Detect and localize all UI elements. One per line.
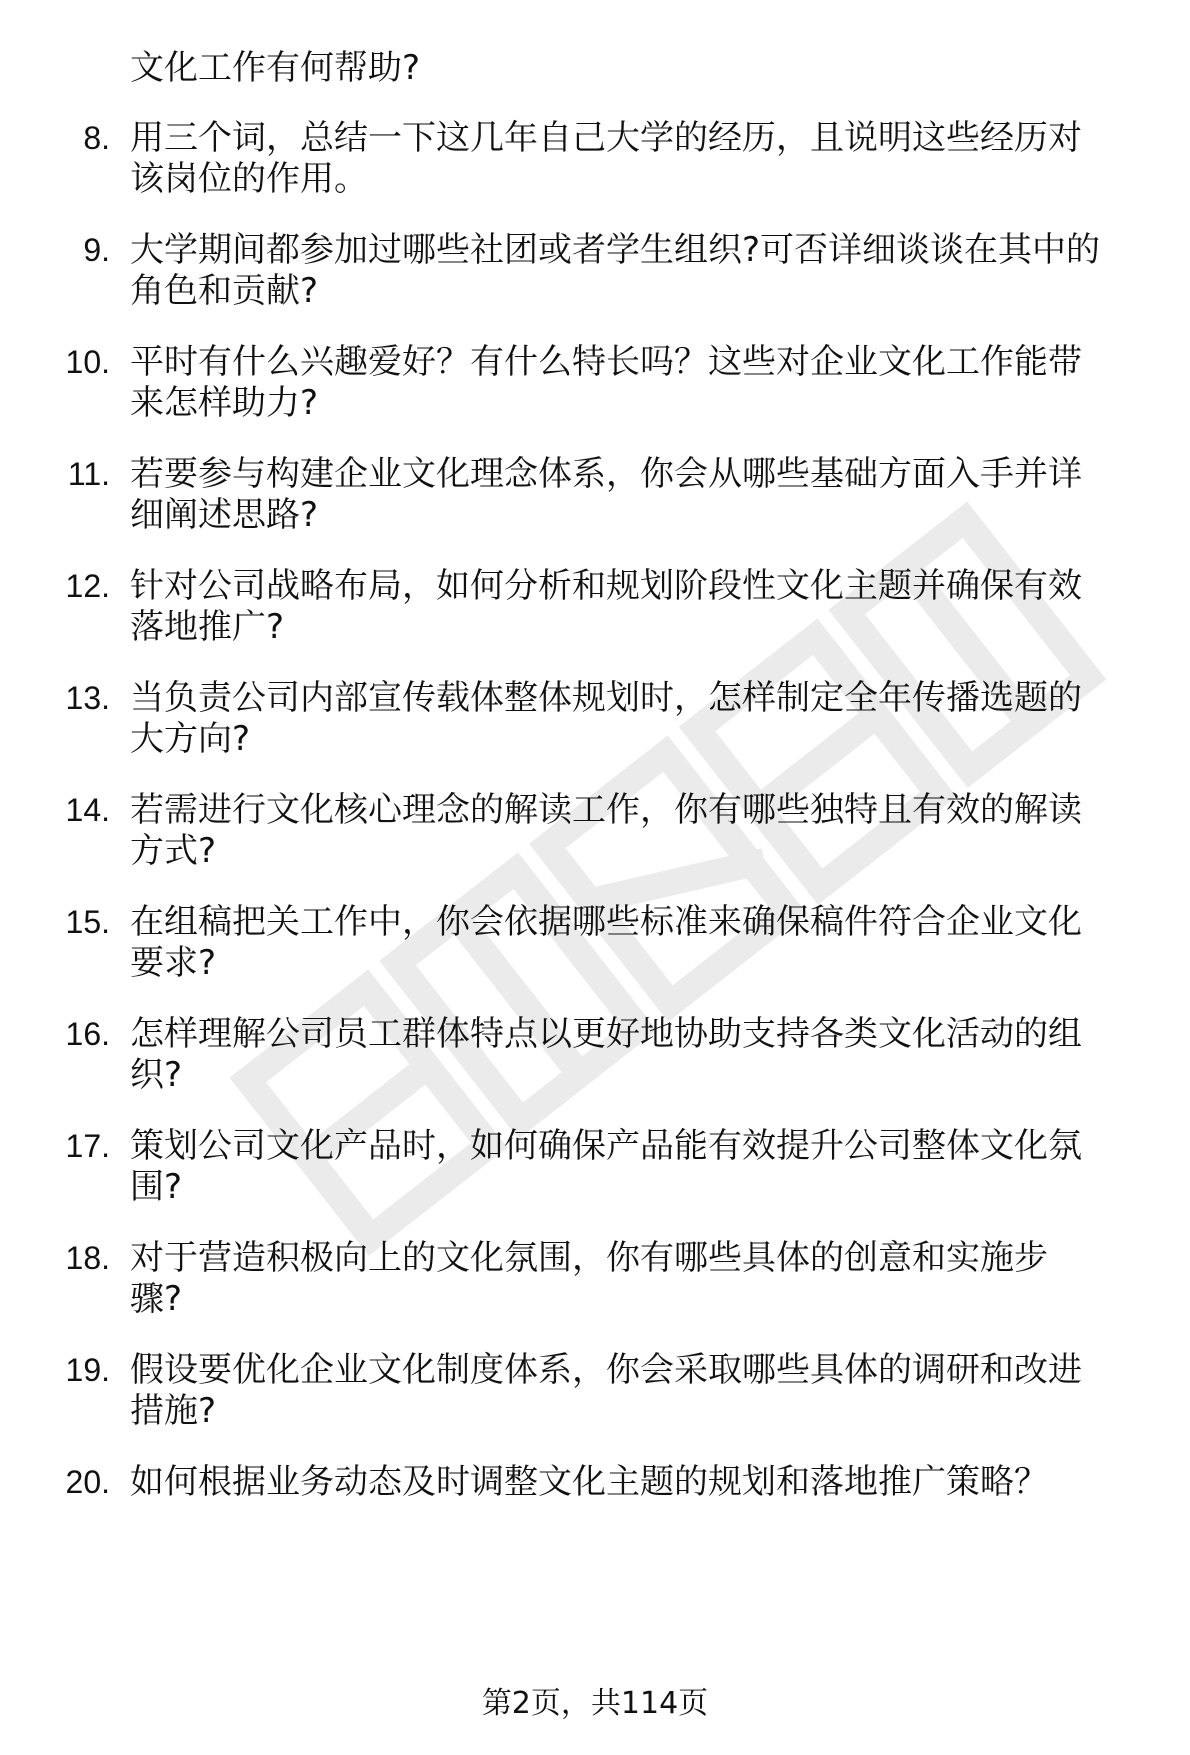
item-text-line: 织? [130,1055,183,1095]
item-text-line: 怎样理解公司员工群体特点以更好地协助支持各类文化活动的组 [130,1014,1082,1054]
item-text-line: 方式? [130,831,217,871]
item-number: 20. [65,1464,110,1500]
item-text-line: 对于营造积极向上的文化氛围，你有哪些具体的创意和实施步 [130,1238,1048,1278]
item-number: 18. [65,1240,110,1276]
item-text-line: 在组稿把关工作中，你会依据哪些标准来确保稿件符合企业文化 [130,902,1082,942]
item-text-line: 用三个词，总结一下这几年自己大学的经历，且说明这些经历对 [130,118,1082,158]
item-number: 15. [65,904,110,940]
item-number: 8. [83,120,110,156]
continuation-text: 文化工作有何帮助? [130,48,421,88]
item-text-line: 要求? [130,943,217,983]
item-text-line: 策划公司文化产品时，如何确保产品能有效提升公司整体文化氛 [130,1126,1082,1166]
item-number: 16. [65,1016,110,1052]
item-text-line: 细阐述思路? [130,495,319,535]
item-text-line: 若要参与构建企业文化理念体系，你会从哪些基础方面入手并详 [130,454,1082,494]
item-number: 17. [65,1128,110,1164]
item-text-line: 平时有什么兴趣爱好？有什么特长吗？这些对企业文化工作能带 [130,342,1082,382]
item-number: 12. [65,568,110,604]
item-text-line: 角色和贡献? [130,271,319,311]
item-number: 19. [65,1352,110,1388]
item-text-line: 假设要优化企业文化制度体系，你会采取哪些具体的调研和改进 [130,1350,1082,1390]
item-text-line: 若需进行文化核心理念的解读工作，你有哪些独特且有效的解读 [130,790,1082,830]
item-text-line: 措施? [130,1391,217,1431]
item-text-line: 来怎样助力? [130,383,319,423]
item-text-line: 如何根据业务动态及时调整文化主题的规划和落地推广策略？ [130,1462,1048,1502]
item-text-line: 该岗位的作用。 [130,159,368,199]
item-text-line: 骤? [130,1279,183,1319]
item-text-line: 落地推广? [130,607,285,647]
item-number: 11. [67,456,110,492]
item-number: 9. [83,232,110,268]
item-number: 13. [65,680,110,716]
item-text-line: 针对公司战略布局，如何分析和规划阶段性文化主题并确保有效 [130,566,1082,606]
item-text-line: 围? [130,1167,183,1207]
item-text-line: 大方向? [130,719,251,759]
item-number: 10. [65,344,110,380]
page-number-footer: 第2页，共114页 [481,1686,709,1721]
item-number: 14. [65,792,110,828]
item-text-line: 当负责公司内部宣传载体整体规划时，怎样制定全年传播选题的 [130,678,1082,718]
item-text-line: 大学期间都参加过哪些社团或者学生组织?可否详细谈谈在其中的 [130,230,1101,270]
